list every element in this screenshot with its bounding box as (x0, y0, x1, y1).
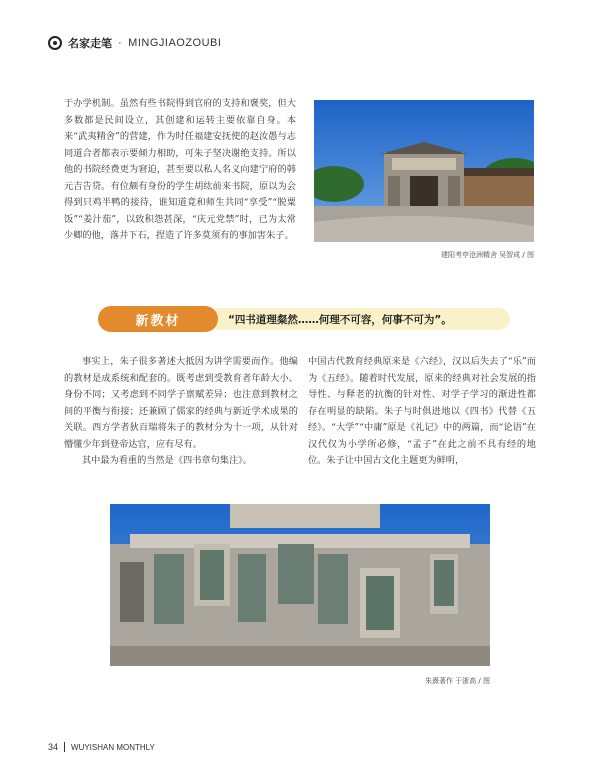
page-number: 34 (48, 742, 59, 752)
section-banner (98, 306, 510, 332)
magazine-title: WUYISHAN MONTHLY (71, 742, 155, 752)
left-column (64, 354, 298, 470)
brand-cn: 名家走笔 (68, 37, 112, 50)
right-paragraph: 中国古代教育经典原来是《六经》，汉以后失去了“乐”而为《五经》。随着时代发展，原来的经典对社会发展的指导性、与释老的抗衡的针对性、对学子学习的渐进性都存在明显的缺陷。朱子与时俱进地以《四书》代替《五经》。“大学”“中庸”原是《礼记》中的两篇，而“论语”在汉代仅为小学所必修，“孟子”在此之前不具有经的地位。朱子让中国古文化主题更为鲜明， (308, 356, 536, 466)
brand-separator: · (118, 37, 123, 49)
brand-en: MINGJIAOZOUBI (128, 37, 222, 49)
left-paragraph-2: 其中最为看重的当然是《四书章句集注》。 (82, 455, 252, 466)
photo2-caption: 朱熹著作 于浙高 / 图 (424, 677, 490, 685)
page-header (48, 34, 221, 52)
photo1-caption: 建阳考亭沧洲精舍 吴智成 / 图 (440, 251, 534, 259)
academy-gate-image (314, 100, 534, 242)
photo-academy-gate (314, 100, 534, 242)
footer-divider (64, 742, 65, 752)
left-paragraph-1: 事实上，朱子很多著述大抵因为讲学需要而作。他编的教材是成系统和配套的。既考虑到受教育者年龄大小、身份不同；又考虑到不同学子禀赋差异；也注意到教材之间的平衡与衔接；还兼顾了儒家的经典与新近学术成果的关联。西方学者狄百瑞将朱子的教材分为十一项，从针对懵懂少年到登帝达官，应有尽有。 (64, 356, 298, 450)
right-column (308, 354, 536, 470)
logo-icon (48, 36, 62, 50)
steles-image (110, 504, 490, 666)
page-footer (48, 742, 155, 752)
intro-paragraph: 于办学机制。虽然有些书院得到官府的支持和褒奖，但大多数都是民间设立，其创建和运转主要依靠自身。本来“武夷精舍”的营建，作为时任福建安抚使的赵汝愚与志同道合者都表示要倾力相助，可朱子坚决谢绝支持。所以他的书院经费更为窘迫，甚至要以私人名义向建宁府的韩元吉告贷。有位颇有身份的学生胡纮前来书院，原以为会得到只鸡半鸭的接待，谁知道竟和师生共同“享受”“脱粟饭”“姜汁茄”，以致积怨甚深，“庆元党禁”时，已为太常少卿的他，落井下石，捏造了许多莫须有的事加害朱子。 (64, 98, 296, 241)
section-quote: “四书道理粲然……何理不可容，何事不可为”。 (208, 308, 510, 330)
photo-steles (110, 504, 490, 666)
section-tag: 新教材 (98, 306, 218, 332)
